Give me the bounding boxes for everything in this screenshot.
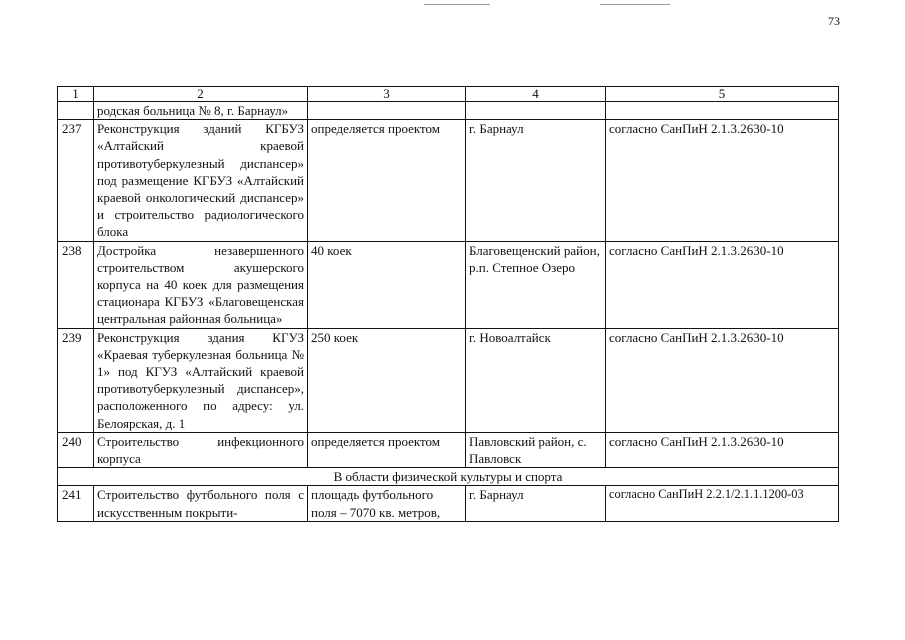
object-standard: согласно СанПиН 2.1.3.2630-10 [606, 328, 839, 432]
object-standard: согласно СанПиН 2.1.3.2630-10 [606, 120, 839, 241]
column-header: 3 [308, 87, 466, 102]
object-capacity: 40 коек [308, 241, 466, 328]
row-number: 240 [58, 432, 94, 467]
column-header: 4 [466, 87, 606, 102]
object-standard: согласно СанПиН 2.1.3.2630-10 [606, 241, 839, 328]
object-standard: согласно СанПиН 2.2.1/2.1.1.1200-03 [606, 486, 839, 521]
object-location: Благовещенский район, р.п. Степное Озеро [466, 241, 606, 328]
object-capacity [308, 102, 466, 120]
page-number: 73 [828, 14, 840, 28]
object-name: Достройка незавершенного строительством акушерского корпуса на 40 коек для размещения стационара КГБУЗ «Благовещенская центральная районная больница» [94, 241, 308, 328]
object-location: г. Новоалтайск [466, 328, 606, 432]
row-number: 238 [58, 241, 94, 328]
object-name: Строительство инфекционного корпуса [94, 432, 308, 467]
object-location: Павловский район, с. Павловск [466, 432, 606, 467]
table-row [58, 241, 839, 328]
row-number: 241 [58, 486, 94, 521]
object-name: Реконструкция зданий КГБУЗ «Алтайский краевой противотуберкулезный диспансер» под размещение КГБУЗ «Алтайский краевой онкологический диспансер» и строительство радиологического блока [94, 120, 308, 241]
table-header-row [58, 87, 839, 102]
table-row [58, 486, 839, 521]
object-location: г. Барнаул [466, 120, 606, 241]
object-standard: согласно СанПиН 2.1.3.2630-10 [606, 432, 839, 467]
object-location: г. Барнаул [466, 486, 606, 521]
object-capacity: 250 коек [308, 328, 466, 432]
column-header: 5 [606, 87, 839, 102]
object-name: Строительство футбольного поля с искусственным покрыти- [94, 486, 308, 521]
section-row [58, 468, 839, 486]
object-capacity: определяется проектом [308, 120, 466, 241]
table-row [58, 120, 839, 241]
column-header: 1 [58, 87, 94, 102]
table-row-continuation [58, 102, 839, 120]
object-capacity: площадь футбольного поля – 7070 кв. метров, [308, 486, 466, 521]
object-location [466, 102, 606, 120]
object-name: Реконструкция здания КГУЗ «Краевая туберкулезная больница № 1» под КГУЗ «Алтайский краевой противотуберкулезный диспансер», расположенного по адресу: ул. Белоярская, д. 1 [94, 328, 308, 432]
object-standard [606, 102, 839, 120]
row-number: 237 [58, 120, 94, 241]
row-number: 239 [58, 328, 94, 432]
section-title: В области физической культуры и спорта [58, 468, 839, 486]
table-row [58, 432, 839, 467]
object-name: родская больница № 8, г. Барнаул» [94, 102, 308, 120]
scan-line-top-left [424, 4, 490, 5]
column-header: 2 [94, 87, 308, 102]
scan-line-top-right [600, 4, 670, 5]
facilities-table [57, 86, 839, 522]
row-number [58, 102, 94, 120]
table-row [58, 328, 839, 432]
object-capacity: определяется проектом [308, 432, 466, 467]
